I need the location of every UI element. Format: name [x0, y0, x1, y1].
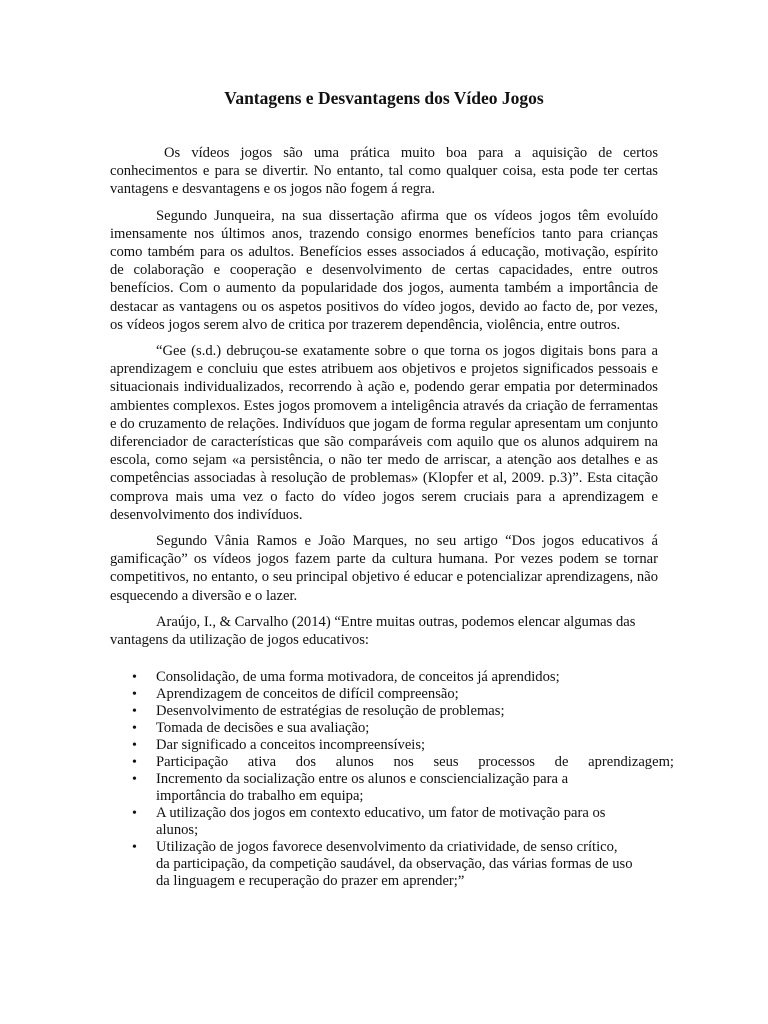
- list-item: [110, 805, 634, 839]
- bullet-icon: •: [132, 721, 137, 737]
- document-title: Vantagens e Desvantagens dos Vídeo Jogos: [224, 88, 544, 108]
- list-item: [110, 703, 634, 720]
- bullet-icon: •: [132, 840, 137, 856]
- list-item-text: Incremento da socialização entre os alunos e consciencialização para a importância do trabalho em equipa;: [156, 771, 569, 805]
- bullet-icon: •: [132, 738, 137, 754]
- bullet-icon: •: [132, 704, 137, 720]
- list-item-text: A utilização dos jogos em contexto educativo, um fator de motivação para os alunos;: [156, 805, 606, 839]
- bullet-icon: •: [132, 772, 137, 788]
- document-page: [110, 86, 674, 890]
- advantages-list: [110, 669, 674, 890]
- list-item-text: Dar significado a conceitos incompreensíveis;: [156, 737, 426, 754]
- list-item: [110, 754, 674, 771]
- list-item-text: Aprendizagem de conceitos de difícil compreensão;: [156, 686, 459, 703]
- paragraph-araujo-carvalho: Araújo, I., & Carvalho (2014) “Entre muitas outras, podemos elencar algumas das vantagens da utilização de jogos educativos:: [110, 613, 636, 649]
- list-item-text: Participação ativa dos alunos nos seus processos de aprendizagem;: [156, 754, 674, 771]
- paragraph-ramos-marques: Segundo Vânia Ramos e João Marques, no seu artigo “Dos jogos educativos á gamificação” os vídeos jogos fazem parte da cultura humana. Por vezes podem se tornar competitivos, no entanto, o seu principal objetivo é educar e potencializar aprendizagens, não esquecendo a diversão e o lazer.: [110, 533, 658, 604]
- bullet-icon: •: [132, 755, 137, 771]
- list-item-text: Tomada de decisões e sua avaliação;: [156, 720, 370, 737]
- list-item: [110, 686, 634, 703]
- list-item: [110, 771, 634, 805]
- list-item: [110, 720, 634, 737]
- list-item-text: Desenvolvimento de estratégias de resolução de problemas;: [156, 703, 505, 720]
- list-item: [110, 737, 634, 754]
- list-item-text: Consolidação, de uma forma motivadora, de conceitos já aprendidos;: [156, 669, 560, 686]
- list-item: [110, 669, 634, 686]
- list-item-text: Utilização de jogos favorece desenvolvimento da criatividade, de senso crítico, da participação, da competição saudável, da observação, das várias formas de uso da linguagem e recuperação do prazer em aprender;”: [156, 839, 633, 890]
- paragraph-junqueira: Segundo Junqueira, na sua dissertação afirma que os vídeos jogos têm evoluído imensamente nos últimos anos, trazendo consigo enormes benefícios tanto para crianças como também para os adultos. Benefícios esses associados á educação, motivação, espírito de colaboração e cooperação e desenvolvimento de certas capacidades, entre outros benefícios. Com o aumento da popularidade dos jogos, aumenta também a importância de destacar as vantagens ou os aspetos positivos do vídeo jogos, devido ao facto de, por vezes, os vídeos jogos serem alvo de critica por trazerem dependência, violência, entre outros.: [110, 207, 658, 333]
- paragraph-gee-quote: “Gee (s.d.) debruçou-se exatamente sobre o que torna os jogos digitais bons para a aprendizagem e concluiu que estes atribuem aos objetivos e projetos significados pessoais e situacionais individualizados, recorrendo à ação e, podendo gerar empatia por determinados ambientes complexos. Estes jogos promovem a inteligência através da criação de ferramentas e do cruzamento de relações. Indivíduos que jogam de forma regular apresentam um conjunto diferenciador de características que são comparáveis com aquilo que os alunos adquirem na escola, como sejam «a persistência, o não ter medo de arriscar, a atenção aos detalhes e as competências associadas à resolução de problemas» (Klopfer et al, 2009. p.3)”. Esta citação comprova mais uma vez o facto do vídeo jogos serem cruciais para a aprendizagem e desenvolvimento dos indivíduos.: [110, 343, 658, 523]
- list-item: [110, 839, 634, 890]
- bullet-icon: •: [132, 670, 137, 686]
- bullet-icon: •: [132, 687, 137, 703]
- bullet-icon: •: [132, 806, 137, 822]
- paragraph-intro: Os vídeos jogos são uma prática muito boa para a aquisição de certos conhecimentos e para se divertir. No entanto, tal como qualquer coisa, esta pode ter certas vantagens e desvantagens e os jogos não fogem á regra.: [110, 145, 658, 198]
